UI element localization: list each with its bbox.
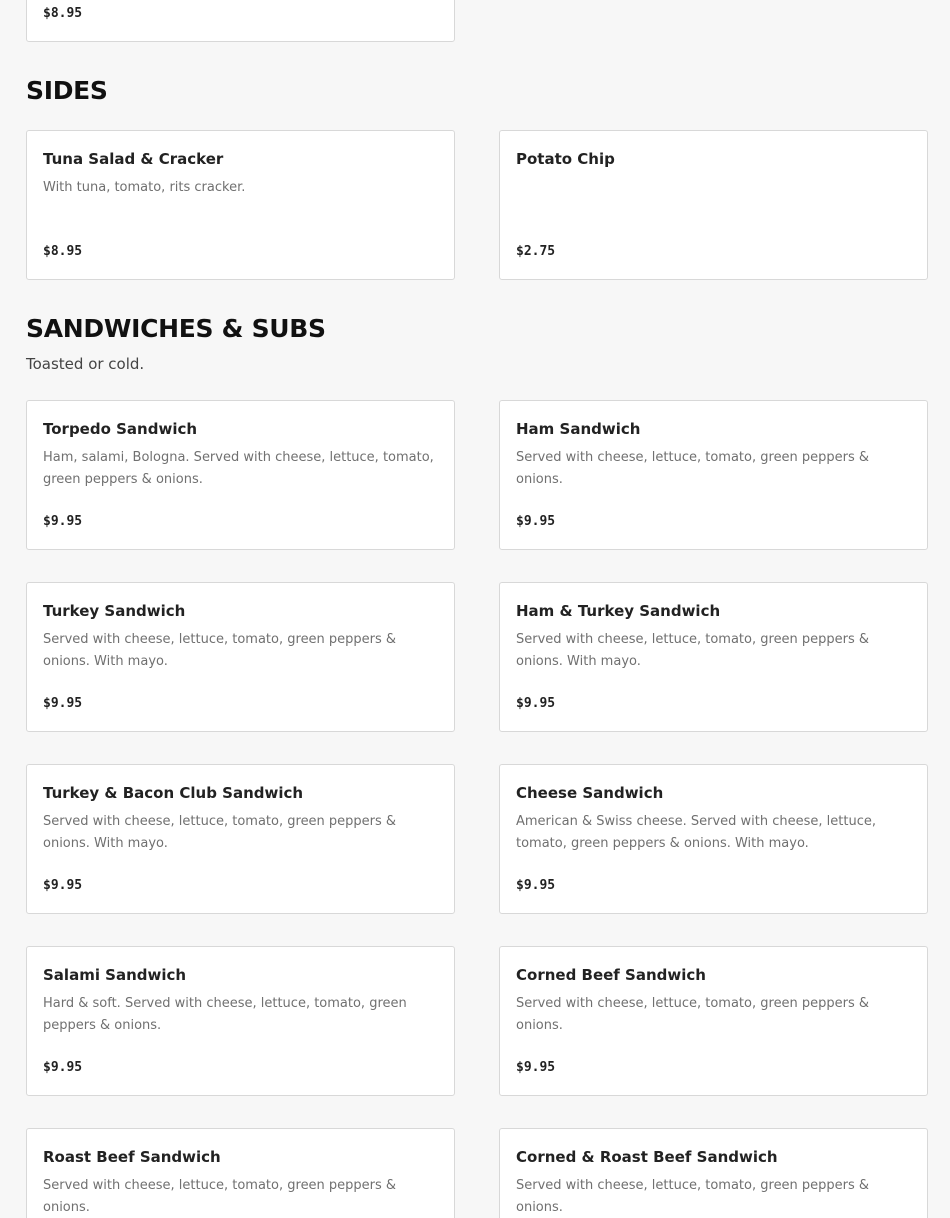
menu-item-name: Potato Chip — [516, 150, 615, 168]
menu-item-ham-sandwich[interactable] — [499, 400, 928, 550]
menu-item-corned-beef-sandwich[interactable] — [499, 946, 928, 1096]
menu-item-description: Served with cheese, lettuce, tomato, green peppers & onions. With mayo. — [43, 814, 397, 851]
menu-item-description: With tuna, tomato, rits cracker. — [43, 180, 246, 195]
section-title-sides: SIDES — [26, 76, 108, 105]
menu-item-corned-roast-beef-sandwich[interactable] — [499, 1128, 928, 1218]
menu-item-price: $9.95 — [43, 878, 83, 893]
menu-item-name: Corned Beef Sandwich — [516, 966, 706, 984]
menu-item-price: $9.95 — [516, 878, 556, 893]
menu-item-description: Hard & soft. Served with cheese, lettuce, tomato, green peppers & onions. — [43, 996, 407, 1033]
menu-item-cheese-sandwich[interactable] — [499, 764, 928, 914]
menu-item-description: Served with cheese, lettuce, tomato, green peppers & onions. — [516, 1178, 870, 1215]
menu-item-name: Ham & Turkey Sandwich — [516, 602, 721, 620]
menu-item-torpedo-sandwich[interactable] — [26, 400, 455, 550]
menu-item-price: $8.95 — [43, 244, 83, 259]
menu-item-price: $9.95 — [43, 1060, 83, 1075]
menu-item-turkey-bacon-club-sandwich[interactable] — [26, 764, 455, 914]
menu-item-name: Cheese Sandwich — [516, 784, 664, 802]
menu-item-price: $9.95 — [43, 696, 83, 711]
menu-item-description: Served with cheese, lettuce, tomato, green peppers & onions. With mayo. — [516, 632, 870, 669]
menu-item-roast-beef-sandwich[interactable] — [26, 1128, 455, 1218]
menu-item-description: Served with cheese, lettuce, tomato, green peppers & onions. — [516, 996, 870, 1033]
menu-item-price: $2.75 — [516, 244, 556, 259]
menu-item-name: Tuna Salad & Cracker — [43, 150, 224, 168]
menu-item-description: Served with cheese, lettuce, tomato, green peppers & onions. With mayo. — [43, 632, 397, 669]
menu-item-name: Turkey Sandwich — [43, 602, 186, 620]
menu-item-description: Served with cheese, lettuce, tomato, green peppers & onions. — [516, 450, 870, 487]
menu-item-name: Roast Beef Sandwich — [43, 1148, 221, 1166]
menu-item-description: Served with cheese, lettuce, tomato, green peppers & onions. — [43, 1178, 397, 1215]
menu-item-name: Turkey & Bacon Club Sandwich — [43, 784, 304, 802]
menu-item-name: Corned & Roast Beef Sandwich — [516, 1148, 778, 1166]
menu-item-price: $9.95 — [43, 514, 83, 529]
menu-item-description: Ham, salami, Bologna. Served with cheese, lettuce, tomato, green peppers & onions. — [43, 450, 434, 487]
section-title-sandwiches-subs: SANDWICHES & SUBS — [26, 314, 326, 343]
menu-item-salami-sandwich[interactable] — [26, 946, 455, 1096]
menu-item-card[interactable] — [26, 0, 455, 42]
menu-item-price: $8.95 — [43, 6, 83, 21]
menu-item-tuna-salad-cracker[interactable] — [26, 130, 455, 280]
menu-item-potato-chip[interactable] — [499, 130, 928, 280]
menu-item-name: Torpedo Sandwich — [43, 420, 198, 438]
section-subtitle: Toasted or cold. — [26, 355, 145, 373]
menu-item-ham-turkey-sandwich[interactable] — [499, 582, 928, 732]
menu-item-name: Ham Sandwich — [516, 420, 641, 438]
menu-item-name: Salami Sandwich — [43, 966, 187, 984]
menu-item-price: $9.95 — [516, 696, 556, 711]
menu-item-turkey-sandwich[interactable] — [26, 582, 455, 732]
menu-item-price: $9.95 — [516, 514, 556, 529]
menu-item-price: $9.95 — [516, 1060, 556, 1075]
menu-item-description: American & Swiss cheese. Served with cheese, lettuce, tomato, green peppers & onions. With mayo. — [516, 814, 876, 851]
